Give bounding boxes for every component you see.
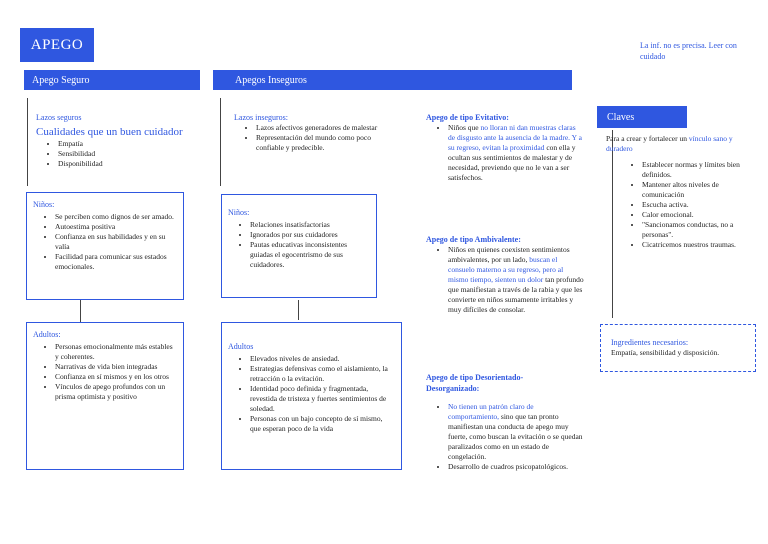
ambivalente-block (426, 234, 584, 315)
ambivalente-list (426, 245, 584, 315)
claves-intro-highlight: vínculo sano y duradero (606, 134, 733, 153)
list-item: • Relaciones insatisfactorias (250, 220, 370, 230)
list-item: • Escucha activa. (642, 200, 756, 210)
desorientado-post: sino que tan pronto manifiestan una conducta de apego muy fuerte, como buscan la evitación o se quedan paralizados como en un estado de congelación. (448, 412, 583, 461)
ambivalente-post: tan profundo que manifiestan a través de la rabia y que les convierte en niños sumamente irritables y muy difíciles de consolar. (448, 275, 584, 314)
header-apego-seguro-label: Apego Seguro (32, 74, 90, 86)
inseguro-lazos-block (234, 112, 394, 153)
ambivalente-highlight: buscan el consuelo materno a su regreso, pero al mismo tiempo, sienten un dolor (448, 255, 564, 284)
seguro-adultos-box (26, 322, 184, 470)
inseguro-adultos-title: Adultos (228, 342, 254, 351)
list-item: • Cicatricemos nuestros traumas. (642, 240, 756, 250)
desorientado-highlight: No tienen un patrón claro de comportamiento, (448, 402, 534, 421)
claves-intro (606, 134, 756, 154)
list-item (448, 402, 584, 462)
header-apego-seguro (24, 70, 200, 90)
list-item (448, 245, 584, 315)
list-item (448, 123, 584, 183)
desorientado-block (426, 372, 584, 472)
ingredientes-text: Empatía, sensibilidad y disposición. (611, 348, 720, 357)
list-item: • Elevados niveles de ansiedad. (250, 354, 395, 364)
ambivalente-pre: Niños en quienes coexisten sentimientos ambivalentes, por un lado, (448, 245, 570, 264)
list-item: • Disponibilidad (58, 159, 201, 169)
connector-seguro-mid (80, 300, 81, 322)
list-item: • Mantener altos niveles de comunicación (642, 180, 756, 200)
header-claves-label: Claves (607, 111, 635, 123)
list-item: • Desarrollo de cuadros psicopatológicos. (448, 462, 584, 472)
inseguro-ninos-list (228, 220, 370, 270)
seguro-cualidades-list (36, 139, 201, 169)
connector-claves (612, 130, 613, 318)
list-item: • Vínculos de apego profundos con un prisma optimista y positivo (55, 382, 177, 402)
list-item: • Pautas educativas inconsistentes guiadas el egocentrismo de sus cuidadores. (250, 240, 370, 270)
list-item: • Narrativas de vida bien integradas (55, 362, 177, 372)
disclaimer-note: La inf. no es precisa. Leer con cuidado (640, 41, 737, 61)
seguro-lazos-block (36, 112, 201, 169)
ambivalente-title: Apego de tipo Ambivalente: (426, 235, 521, 244)
inseguro-adultos-list (228, 354, 395, 434)
seguro-adultos-list (33, 342, 177, 402)
list-item: • Identidad poco definida y fragmentada, revestida de tristeza y fuertes sentimientos de soledad. (250, 384, 395, 414)
list-item: • Empatía (58, 139, 201, 149)
list-item: • Ignorados por sus cuidadores (250, 230, 370, 240)
list-item: • Se perciben como dignos de ser amado. (55, 212, 177, 222)
ingredientes-title: Ingredientes necesarios: (611, 338, 689, 347)
list-item: • Autoestima positiva (55, 222, 177, 232)
claves-intro-pre: Para a crear y fortalecer un (606, 134, 689, 143)
list-item: • Estrategias defensivas como el aislamiento, la retracción o la evitación. (250, 364, 395, 384)
connector-seguro-top (27, 98, 28, 186)
list-item: • Sensibilidad (58, 149, 201, 159)
evitativo-list (426, 123, 584, 183)
seguro-ninos-list (33, 212, 177, 272)
ingredientes-box (600, 324, 756, 372)
list-item: • Establecer normas y límites bien definidos. (642, 160, 756, 180)
seguro-adultos-title: Adultos: (33, 330, 61, 339)
list-item: • Confianza en sus habilidades y en su valía (55, 232, 177, 252)
list-item: • Personas con un bajo concepto de sí mismo, que esperan poco de la vida (250, 414, 395, 434)
evitativo-block (426, 112, 584, 183)
desorientado-title: Apego de tipo Desorientado-Desorganizado: (426, 373, 524, 393)
inseguro-lazos-title: Lazos inseguros: (234, 113, 288, 122)
inseguro-ninos-box (221, 194, 377, 298)
list-item: • Lazos afectivos generadores de malestar (256, 123, 394, 133)
list-item: • Representación del mundo como poco confiable y predecible. (256, 133, 394, 153)
evitativo-title: Apego de tipo Evitativo: (426, 113, 509, 122)
connector-inseg-mid (298, 300, 299, 320)
evitativo-post: con ella y ocultan sus sentimientos de malestar y de necesidad, previendo que no le van a ser satisfechos. (448, 143, 576, 182)
list-item: • Facilidad para comunicar sus estados emocionales. (55, 252, 177, 272)
header-apegos-inseguros (213, 70, 572, 90)
desorientado-list (426, 402, 584, 472)
inseguro-lazos-list (234, 123, 394, 153)
list-item: • Calor emocional. (642, 210, 756, 220)
seguro-cualidades-title: Cualidades que un buen cuidador (36, 126, 183, 138)
seguro-ninos-title: Niños: (33, 200, 55, 209)
list-item: • "Sancionamos conductas, no a personas". (642, 220, 756, 240)
seguro-ninos-box (26, 192, 184, 300)
header-claves (597, 106, 687, 128)
page-title: APEGO (20, 28, 94, 62)
inseguro-ninos-title: Niños: (228, 208, 250, 217)
connector-inseg-top (220, 98, 221, 186)
claves-list (620, 160, 756, 250)
evitativo-pre: Niños que (448, 123, 481, 132)
seguro-lazos-title: Lazos seguros (36, 113, 82, 122)
list-item: • Personas emocionalmente más estables y coherentes. (55, 342, 177, 362)
header-apegos-inseguros-label: Apegos Inseguros (235, 74, 307, 86)
inseguro-adultos-box (221, 322, 402, 470)
list-item: • Confianza en sí mismos y en los otros (55, 372, 177, 382)
evitativo-highlight: no lloran ni dan muestras claras de disgusto ante la ausencia de la madre. Y a su regreso, evitan la proximidad (448, 123, 582, 152)
